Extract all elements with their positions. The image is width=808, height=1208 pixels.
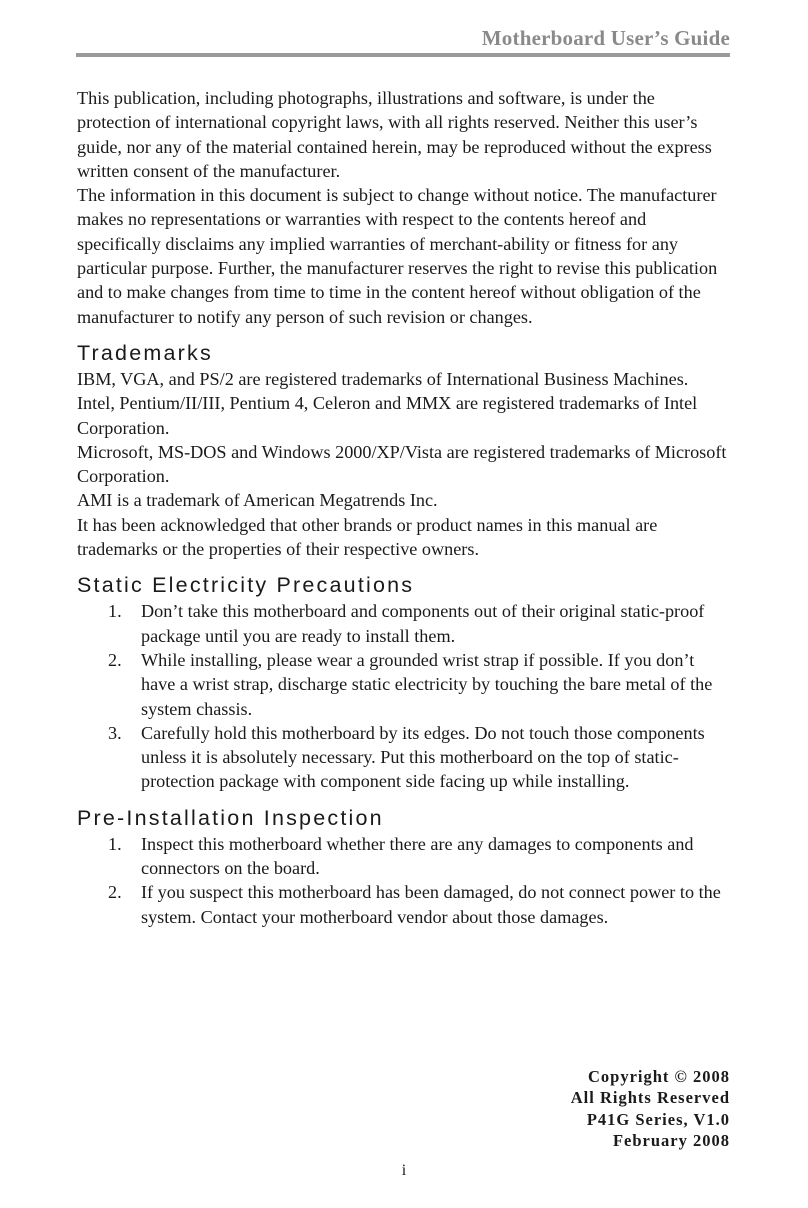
page-number: i	[401, 1162, 407, 1179]
list-item-text: Carefully hold this motherboard by its edges. Do not touch those components unless it is absolutely necessary. Put this motherboard on the top of static-protection package with component side facing up while installing.	[141, 722, 705, 792]
copyright-block	[571, 1066, 730, 1151]
trademark-paragraph: It has been acknowledged that other brands or product names in this manual are trademarks or the properties of their respective owners.	[77, 514, 658, 560]
trademark-paragraph: Intel, Pentium/II/III, Pentium 4, Celeron and MMX are registered trademarks of Intel Corporation.	[77, 393, 698, 438]
header-divider	[76, 53, 730, 57]
list-item	[77, 880, 728, 929]
static-precautions-list	[77, 599, 728, 793]
static-precautions-heading: Static Electricity Precautions	[77, 573, 415, 598]
pre-installation-heading: Pre-Installation Inspection	[77, 805, 384, 830]
list-item-text: If you suspect this motherboard has been damaged, do not connect power to the system. Contact your motherboard vendor about those damages.	[141, 882, 721, 927]
pre-installation-list	[77, 832, 728, 929]
list-item-text: Inspect this motherboard whether there are any damages to components and connectors on the board.	[141, 833, 694, 879]
trademark-paragraph: AMI is a trademark of American Megatrends Inc.	[77, 490, 438, 511]
intro-paragraph-copyright: This publication, including photographs, illustrations and software, is under the protection of international copyright laws, with all rights reserved. Neither this user’s guide, nor any of the material contained herein, may be reproduced without the express written consent of the manufacturer.	[77, 88, 712, 181]
intro-paragraph-disclaimer: The information in this document is subject to change without notice. The manufacturer makes no representations or warranties with respect to the contents hereof and specifically disclaims any implied warranties of merchant-ability or fitness for any particular purpose. Further, the manufacturer reserves the right to revise this publication and to make changes from time to time in the content hereof without obligation of the manufacturer to notify any person of such revision or changes.	[77, 185, 718, 327]
list-item	[77, 599, 728, 648]
rights-reserved-line: All Rights Reserved	[570, 1088, 730, 1108]
series-version-line: P41G Series, V1.0	[586, 1109, 730, 1129]
list-item-number: 1.	[108, 601, 122, 622]
trademarks-heading: Trademarks	[77, 340, 213, 365]
list-item-number: 3.	[108, 722, 122, 743]
list-item-number: 2.	[108, 649, 122, 670]
running-header-title: Motherboard User’s Guide	[481, 26, 730, 50]
trademark-paragraph: IBM, VGA, and PS/2 are registered trademarks of International Business Machines.	[77, 368, 689, 389]
list-item	[77, 648, 728, 721]
copyright-line: Copyright © 2008	[588, 1067, 730, 1086]
list-item	[77, 832, 728, 881]
list-item-text: While installing, please wear a grounded wrist strap if possible. If you don’t have a wrist strap, discharge static electricity by touching the bare metal of the system chassis.	[141, 649, 713, 719]
list-item	[77, 721, 728, 794]
date-line: February 2008	[612, 1130, 730, 1150]
page-content	[77, 86, 728, 929]
trademark-paragraph: Microsoft, MS-DOS and Windows 2000/XP/Vista are registered trademarks of Microsoft Corporation.	[77, 441, 727, 487]
list-item-text: Don’t take this motherboard and components out of their original static-proof package until you are ready to install them.	[141, 601, 705, 646]
list-item-number: 1.	[108, 833, 122, 854]
list-item-number: 2.	[108, 882, 122, 903]
